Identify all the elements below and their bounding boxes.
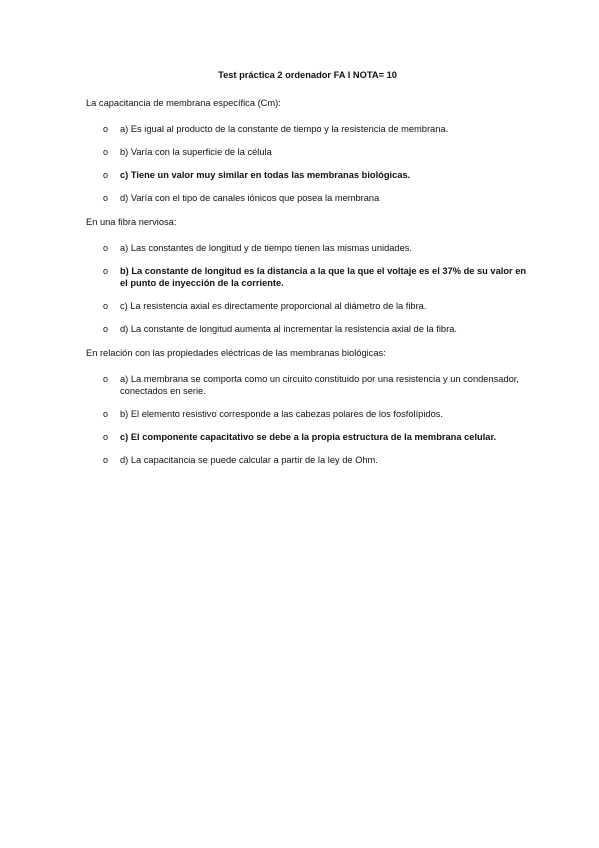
option-text: a) Es igual al producto de la constante de tiempo y la resistencia de membrana. [120, 124, 449, 134]
bullet-icon: o [103, 266, 109, 276]
question-3-option-c [86, 431, 529, 443]
question-1-options [86, 123, 529, 204]
question-3-option-b [86, 408, 529, 420]
question-1-prompt: La capacitancia de membrana específica (Cm): [86, 98, 281, 108]
question-1-option-a [86, 123, 529, 135]
question-3-prompt: En relación con las propiedades eléctricas de las membranas biológicas: [86, 348, 386, 358]
document-title: Test práctica 2 ordenador FA I NOTA= 10 [218, 70, 397, 80]
question-3-option-a [86, 373, 529, 397]
option-text: a) La membrana se comporta como un circuito constituido por una resistencia y un condensador, conectados en serie. [120, 374, 519, 396]
bullet-icon: o [103, 324, 109, 334]
bullet-icon: o [103, 374, 109, 384]
option-text: c) Tiene un valor muy similar en todas las membranas biológicas. [120, 170, 411, 180]
bullet-icon: o [103, 170, 109, 180]
option-text: c) La resistencia axial es directamente proporcional al diámetro de la fibra. [120, 301, 427, 311]
bullet-icon: o [103, 455, 109, 465]
option-text: b) El elemento resistivo corresponde a las cabezas polares de los fosfolípidos. [120, 409, 443, 419]
question-2-options [86, 242, 529, 335]
question-2-option-d [86, 323, 529, 335]
question-3-option-d [86, 454, 529, 466]
option-text: d) La capacitancia se puede calcular a partir de la ley de Ohm. [120, 455, 378, 465]
option-text: a) Las constantes de longitud y de tiempo tienen las mismas unidades. [120, 243, 412, 253]
bullet-icon: o [103, 432, 109, 442]
bullet-icon: o [103, 409, 109, 419]
question-1-option-c [86, 169, 529, 181]
option-text: d) La constante de longitud aumenta al incrementar la resistencia axial de la fibra. [120, 324, 457, 334]
question-3-options [86, 373, 529, 466]
question-2-option-a [86, 242, 529, 254]
bullet-icon: o [103, 124, 109, 134]
bullet-icon: o [103, 243, 109, 253]
bullet-icon: o [103, 301, 109, 311]
question-2-option-b [86, 265, 529, 289]
bullet-icon: o [103, 147, 109, 157]
option-text: b) La constante de longitud es la distancia a la que la que el voltaje es el 37% de su valor en el punto de inyección de la corriente. [120, 266, 527, 288]
question-1-option-b [86, 146, 529, 158]
option-text: d) Varía con el tipo de canales iónicos que posea la membrana [120, 193, 380, 203]
question-2-prompt: En una fibra nerviosa: [86, 217, 177, 227]
option-text: b) Varía con la superficie de la célula [120, 147, 272, 157]
option-text: c) El componente capacitativo se debe a la propia estructura de la membrana celular. [120, 432, 497, 442]
question-1-option-d [86, 192, 529, 204]
bullet-icon: o [103, 193, 109, 203]
question-2-option-c [86, 300, 529, 312]
